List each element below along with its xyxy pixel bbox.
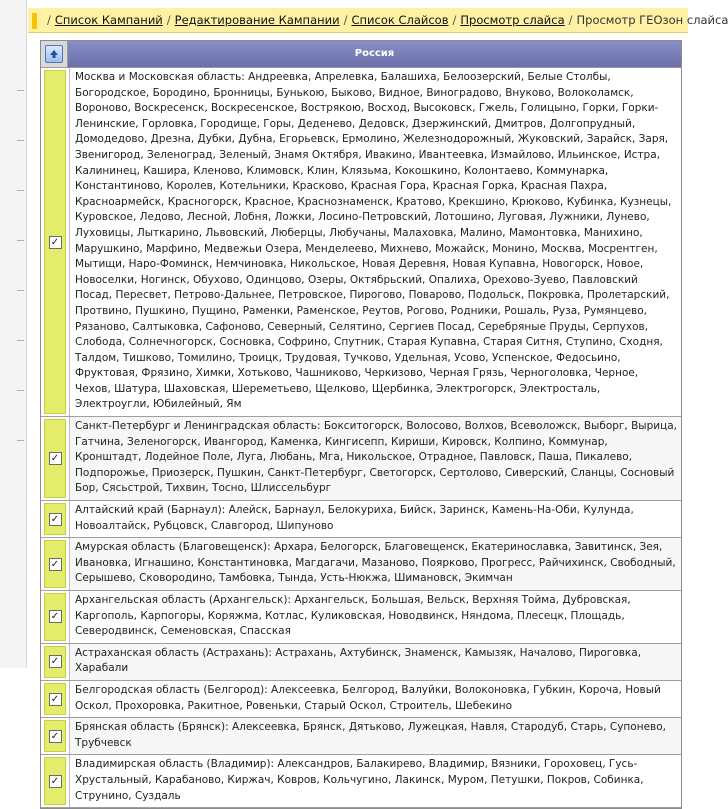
breadcrumb	[28, 8, 688, 33]
region-checkbox[interactable]: ✓	[49, 730, 62, 743]
table-header	[41, 41, 681, 68]
breadcrumb-link-campaign-list[interactable]: Список Кампаний	[55, 13, 163, 27]
breadcrumb-separator: /	[344, 13, 348, 27]
left-panel-edge	[0, 0, 27, 668]
region-checkbox[interactable]: ✓	[49, 452, 62, 465]
region-cities: Москва и Московская область: Андреевка, Апрелевка, Балашиха, Белоозерский, Белые Столбы, Богородское, Бородино, Бронницы, Бунькою, Быково, Видное, Виноградово, Внуково, Волоколамск, Вороново, Воскресенск, Воскресенское, Вострякою, Восход, Высоковск, Гжель, Голицыно, Горки, Горки-Ленинские, Горловка, Городище, Горы, Деденево, Дедовск, Дзержинский, Дмитров, Долгопрудный, Домодедово, Дрезна, Дубки, Дубна, Егорьевск, Ермолино, Железнодорожный, Жуковский, Зарайск, Заря, Звенигород, Зеленоград, Зеленый, Знамя Октября, Ивакино, Ивантеевка, Измайлово, Ильинское, Истра, Калининец, Кашира, Кленово, Климовск, Клин, Клязьма, Кокошкино, Колонтаево, Коммунарка, Константиново, Королев, Котельники, Красково, Красная Гора, Красная Горка, Красная Пахра, Краснoармейск, Красногорск, Красное, Краснознаменск, Кратово, Крекшино, Крюково, Кубинка, Кузнецы, Куровское, Ледово, Лесной, Лобня, Ложки, Лосино-Петровский, Лотошино, Луговая, Лужники, Лунево, Луховицы, Лыткарино, Львовский, Люберцы, Любучаны, Малаховка, Малино, Мамонтовка, Манихино, Марушкино, Марфино, Медвежьи Озера, Менделеево, Михнево, Можайск, Монино, Москва, Мосрентген, Мытищи, Наро-Фоминск, Немчиновка, Никольское, Новая Деревня, Новая Купавна, Новогорск, Новое, Новоселки, Ногинск, Обухово, Одинцово, Озеры, Октябрьский, Опалиха, Орехово-Зуево, Павловский Посад, Пересвет, Петрово-Дальнее, Петровское, Пирогово, Поварово, Подольск, Покровка, Пролетарский, Протвино, Пушкино, Пущино, Раменки, Раменское, Реутов, Рогово, Родники, Рошаль, Руза, Румянцево, Рязаново, Салтыковка, Сафоново, Северный, Селятино, Сергиев Посад, Серебряные Пруды, Серпухов, Слобода, Солнечногорск, Сосновка, Софрино, Спутник, Старая Купавна, Старая Ситня, Ступино, Сходня, Талдом, Тишково, Томилино, Троицк, Трудовая, Тучково, Удельная, Усово, Успенское, Федосьино, Фруктовая, Фрязино, Химки, Хотьково, Чашниково, Черкизово, Черная Грязь, Черноголовка, Черное, Чехов, Шатура, Шаховская, Шереметьево, Щелково, Щербинка, Электрогорск, Электросталь, Электроугли, Юбилейный, Ям	[69, 68, 681, 416]
region-cities: Белгородская область (Белгород): Алексеевка, Белгород, Валуйки, Волоконовка, Губкин, Короча, Новый Оскол, Прохоровка, Ракитное, Ровеньки, Старый Оскол, Строитель, Шебекино	[69, 681, 681, 717]
breadcrumb-separator: /	[569, 13, 573, 27]
region-checkbox[interactable]: ✓	[49, 236, 62, 249]
panel-tick	[17, 90, 24, 91]
panel-tick	[17, 290, 24, 291]
panel-tick	[17, 190, 24, 191]
checkbox-cell	[44, 503, 66, 535]
region-cities: Архангельская область (Архангельск): Архангельск, Большая, Вельск, Верхняя Тойма, Дубровская, Каргополь, Карпогоры, Коряжма, Котлас, Куликовская, Новодвинск, Няндома, Плесецк, Площадь, Северодвинск, Семеновская, Спасская	[69, 591, 681, 643]
panel-tick	[17, 340, 24, 341]
header-toggle-cell	[41, 41, 68, 67]
table-row	[41, 538, 681, 591]
breadcrumb-separator: /	[167, 13, 171, 27]
region-checkbox[interactable]: ✓	[49, 775, 62, 788]
geozone-table	[40, 40, 682, 809]
checkbox-cell	[44, 419, 66, 498]
panel-tick	[17, 440, 24, 441]
table-row	[41, 681, 681, 718]
breadcrumb-separator: /	[47, 13, 51, 27]
panel-tick	[17, 390, 24, 391]
table-row	[41, 68, 681, 417]
checkbox-cell	[44, 646, 66, 678]
region-checkbox[interactable]: ✓	[49, 610, 62, 623]
checkbox-cell	[44, 70, 66, 414]
breadcrumb-current: Просмотр ГЕОзон слайса	[577, 13, 728, 27]
table-row	[41, 644, 681, 681]
region-cities: Астраханская область (Астрахань): Астрахань, Ахтубинск, Знаменск, Камызяк, Началово, Пироговка, Харабали	[69, 644, 681, 680]
region-checkbox[interactable]: ✓	[49, 655, 62, 668]
region-cities: Владимирская область (Владимир): Александров, Балакирево, Владимир, Вязники, Гороховец, Гусь-Хрустальный, Карабаново, Киржач, Ковров, Кольчугино, Лакинск, Муром, Петушки, Покров, Собинка, Струнино, Суздаль	[69, 755, 681, 807]
header-country: Россия	[68, 41, 681, 67]
checkbox-cell	[44, 720, 66, 752]
table-row	[41, 718, 681, 755]
region-checkbox[interactable]: ✓	[49, 558, 62, 571]
panel-tick	[17, 140, 24, 141]
arrow-up-icon[interactable]	[45, 45, 63, 63]
region-cities: Амурская область (Благовещенск): Архара, Белогорск, Благовещенск, Екатеринославка, Завитинск, Зея, Ивановка, Игнашино, Константиновка, Магдагачи, Мазаново, Поярково, Прогресс, Райчихинск, Свободный, Серышево, Сковородино, Тамбовка, Тында, Усть-Нюкжа, Шимановск, Экимчан	[69, 538, 681, 590]
checkbox-cell	[44, 683, 66, 715]
breadcrumb-separator: /	[453, 13, 457, 27]
table-row	[41, 591, 681, 644]
table-row	[41, 755, 681, 808]
region-checkbox[interactable]: ✓	[49, 693, 62, 706]
table-row	[41, 417, 681, 501]
panel-tick	[17, 240, 24, 241]
table-row	[41, 501, 681, 538]
table-body	[41, 68, 681, 808]
breadcrumb-link-edit-campaign[interactable]: Редактирование Кампании	[175, 13, 340, 27]
region-checkbox[interactable]: ✓	[49, 513, 62, 526]
region-cities: Санкт-Петербург и Ленинградская область: Бокситогорск, Волосово, Волхов, Всеволожск, Выборг, Вырица, Гатчина, Зеленогорск, Ивангород, Каменка, Кингисепп, Кириши, Кировск, Колпино, Коммунар, Кронштадт, Лодейное Поле, Луга, Любань, Мга, Никольское, Отрадное, Павловск, Паша, Пикалево, Подпорожье, Приозерск, Пушкин, Санкт-Петербург, Светогорск, Сертолово, Сиверский, Сланцы, Сосновый Бор, Сясьстрой, Тихвин, Тосно, Шлиссельбург	[69, 417, 681, 500]
breadcrumb-link-slice-list[interactable]: Список Слайсов	[351, 13, 448, 27]
checkbox-cell	[44, 593, 66, 641]
checkbox-cell	[44, 540, 66, 588]
breadcrumb-link-view-slice[interactable]: Просмотр слайса	[460, 13, 564, 27]
breadcrumb-marker	[32, 13, 37, 29]
region-cities: Алтайский край (Барнаул): Алейск, Барнаул, Белокуриха, Бийск, Заринск, Камень-На-Оби, Кулунда, Новоалтайск, Рубцовск, Славгород, Шипуново	[69, 501, 681, 537]
region-cities: Брянская область (Брянск): Алексеевка, Брянск, Дятьково, Лужецкая, Навля, Стародуб, Старь, Супонево, Трубчевск	[69, 718, 681, 754]
checkbox-cell	[44, 757, 66, 805]
